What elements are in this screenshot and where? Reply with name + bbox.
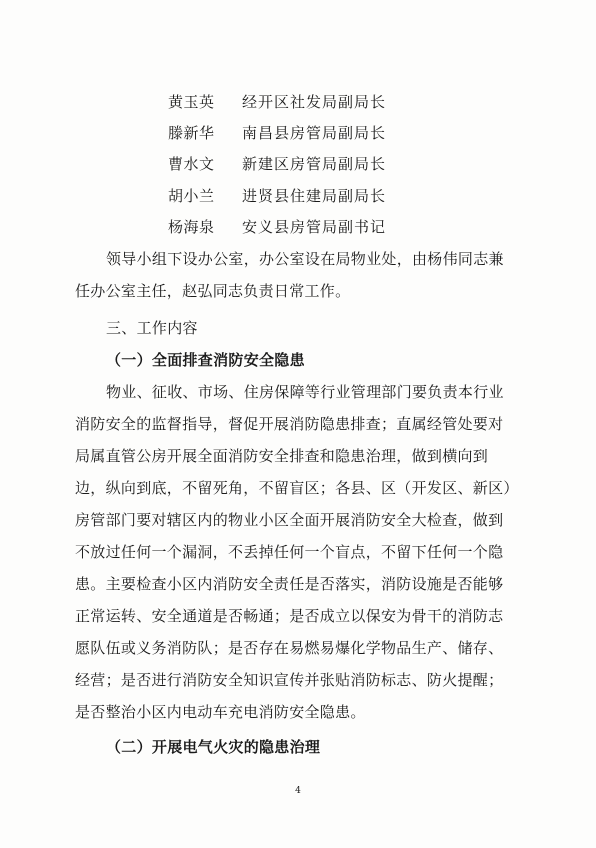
roster-name: 杨海泉	[168, 218, 215, 236]
body-line: 局属直管公房开展全面消防安全排查和隐患治理，做到横向到	[75, 447, 489, 465]
body-line: 物业、征收、市场、住房保障等行业管理部门要负责本行业	[106, 383, 504, 401]
roster-title: 进贤县住建局副局长	[242, 187, 387, 205]
roster-row	[168, 121, 386, 145]
body-line: 愿队伍或义务消防队；是否存在易燃易爆化学物品生产、储存、	[75, 639, 504, 657]
roster-row	[168, 90, 386, 114]
roster-name: 黄玉英	[168, 93, 215, 111]
body-line: 边，纵向到底，不留死角，不留盲区；各县、区（开发区、新区）	[75, 479, 519, 497]
paragraph-line: 领导小组下设办公室，办公室设在局物业处，由杨伟同志兼	[106, 250, 504, 268]
roster-row	[168, 215, 386, 239]
roster-row	[168, 152, 386, 176]
roster-row	[168, 184, 386, 208]
roster-name: 滕新华	[168, 124, 215, 142]
page-number: 4	[295, 786, 301, 796]
body-line: 不放过任何一个漏洞，不丢掉任何一个盲点，不留下任何一个隐	[75, 543, 504, 561]
section-heading: 三、工作内容	[106, 319, 198, 337]
body-line: 患。主要检查小区内消防安全责任是否落实，消防设施是否能够	[75, 575, 504, 593]
roster-title: 经开区社发局副局长	[242, 93, 387, 111]
body-line: 消防安全的监督指导，督促开展消防隐患排查；直属经管处要对	[75, 415, 504, 433]
roster-name: 胡小兰	[168, 187, 215, 205]
body-line: 正常运转、安全通道是否畅通；是否成立以保安为骨干的消防志	[75, 607, 504, 625]
paragraph-line: 任办公室主任，赵弘同志负责日常工作。	[75, 282, 351, 300]
roster-title: 南昌县房管局副局长	[242, 124, 387, 142]
body-line: 经营；是否进行消防安全知识宣传并张贴消防标志、防火提醒；	[75, 671, 504, 689]
subsection-heading: （二）开展电气火灾的隐患治理	[106, 738, 321, 756]
body-line: 房管部门要对辖区内的物业小区全面开展消防安全大检查，做到	[75, 511, 504, 529]
subsection-heading: （一）全面排查消防安全隐患	[106, 351, 305, 369]
roster-title: 新建区房管局副局长	[242, 155, 387, 173]
body-line: 是否整治小区内电动车充电消防安全隐患。	[75, 703, 366, 721]
roster-title: 安义县房管局副书记	[242, 218, 387, 236]
roster-name: 曹水文	[168, 155, 215, 173]
